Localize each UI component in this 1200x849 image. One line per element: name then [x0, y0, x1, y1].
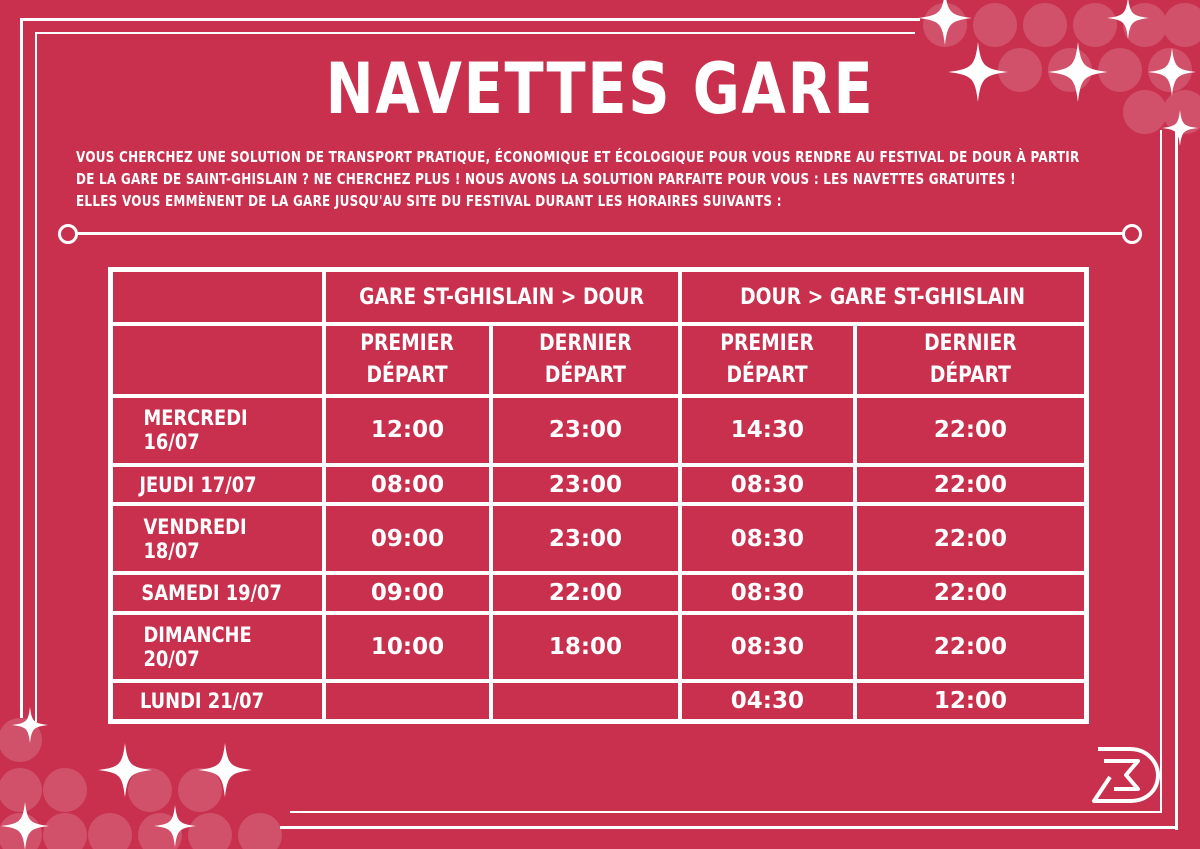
time-cell: 08:30: [680, 465, 855, 505]
last-departure-header: DERNIER DÉPART: [491, 324, 680, 396]
first-departure-header: PREMIER DÉPART: [680, 324, 855, 396]
time-cell: 22:00: [855, 613, 1086, 682]
direction-header: DOUR > GARE ST-GHISLAIN: [680, 270, 1086, 324]
time-cell: 23:00: [491, 396, 680, 465]
first-departure-header: PREMIER DÉPART: [324, 324, 491, 396]
table-row: [111, 681, 1086, 721]
intro-text: [76, 146, 1148, 212]
time-cell: 08:30: [680, 613, 855, 682]
time-cell: 12:00: [324, 396, 491, 465]
table-row: [111, 465, 1086, 505]
page-title: NAVETTES GARE: [325, 48, 875, 130]
shuttle-schedule-table: [108, 267, 1089, 724]
day-cell: JEUDI 17/07: [111, 465, 324, 505]
time-cell: 09:00: [324, 573, 491, 613]
intro-line: VOUS CHERCHEZ UNE SOLUTION DE TRANSPORT PRATIQUE, ÉCONOMIQUE ET ÉCOLOGIQUE POUR VOUS RENDRE AU FESTIVAL DE DOUR À PARTIR: [76, 148, 1080, 166]
last-departure-header: DERNIER DÉPART: [855, 324, 1086, 396]
separator-dot-left: [58, 224, 78, 244]
day-cell: LUNDI 21/07: [111, 681, 324, 721]
dour-logo: [1094, 749, 1158, 801]
day-cell: VENDREDI 18/07: [111, 504, 324, 573]
intro-line: DE LA GARE DE SAINT-GHISLAIN ? NE CHERCHEZ PLUS ! NOUS AVONS LA SOLUTION PARFAITE POUR VOUS : LES NAVETTES GRATUITES !: [76, 170, 1016, 188]
time-cell: 08:30: [680, 504, 855, 573]
time-cell: 22:00: [855, 504, 1086, 573]
table-row: [111, 504, 1086, 573]
time-cell: [491, 681, 680, 721]
time-cell: 22:00: [855, 396, 1086, 465]
time-cell: [324, 681, 491, 721]
time-cell: 23:00: [491, 504, 680, 573]
intro-line: ELLES VOUS EMMÈNENT DE LA GARE JUSQU'AU SITE DU FESTIVAL DURANT LES HORAIRES SUIVANTS :: [76, 192, 782, 210]
time-cell: 23:00: [491, 465, 680, 505]
header-empty-cell: [111, 270, 324, 324]
separator-dot-right: [1122, 224, 1142, 244]
subheader-empty-cell: [111, 324, 324, 396]
time-cell: 10:00: [324, 613, 491, 682]
direction-header: GARE ST-GHISLAIN > DOUR: [324, 270, 680, 324]
time-cell: 08:00: [324, 465, 491, 505]
day-cell: SAMEDI 19/07: [111, 573, 324, 613]
day-cell: DIMANCHE 20/07: [111, 613, 324, 682]
time-cell: 09:00: [324, 504, 491, 573]
time-cell: 14:30: [680, 396, 855, 465]
table-row: [111, 573, 1086, 613]
day-cell: MERCREDI 16/07: [111, 396, 324, 465]
time-cell: 18:00: [491, 613, 680, 682]
time-cell: 04:30: [680, 681, 855, 721]
time-cell: 12:00: [855, 681, 1086, 721]
time-cell: 22:00: [855, 465, 1086, 505]
time-cell: 22:00: [491, 573, 680, 613]
time-cell: 22:00: [855, 573, 1086, 613]
table-row: [111, 396, 1086, 465]
time-cell: 08:30: [680, 573, 855, 613]
separator-line: [76, 232, 1126, 235]
table-row: [111, 613, 1086, 682]
